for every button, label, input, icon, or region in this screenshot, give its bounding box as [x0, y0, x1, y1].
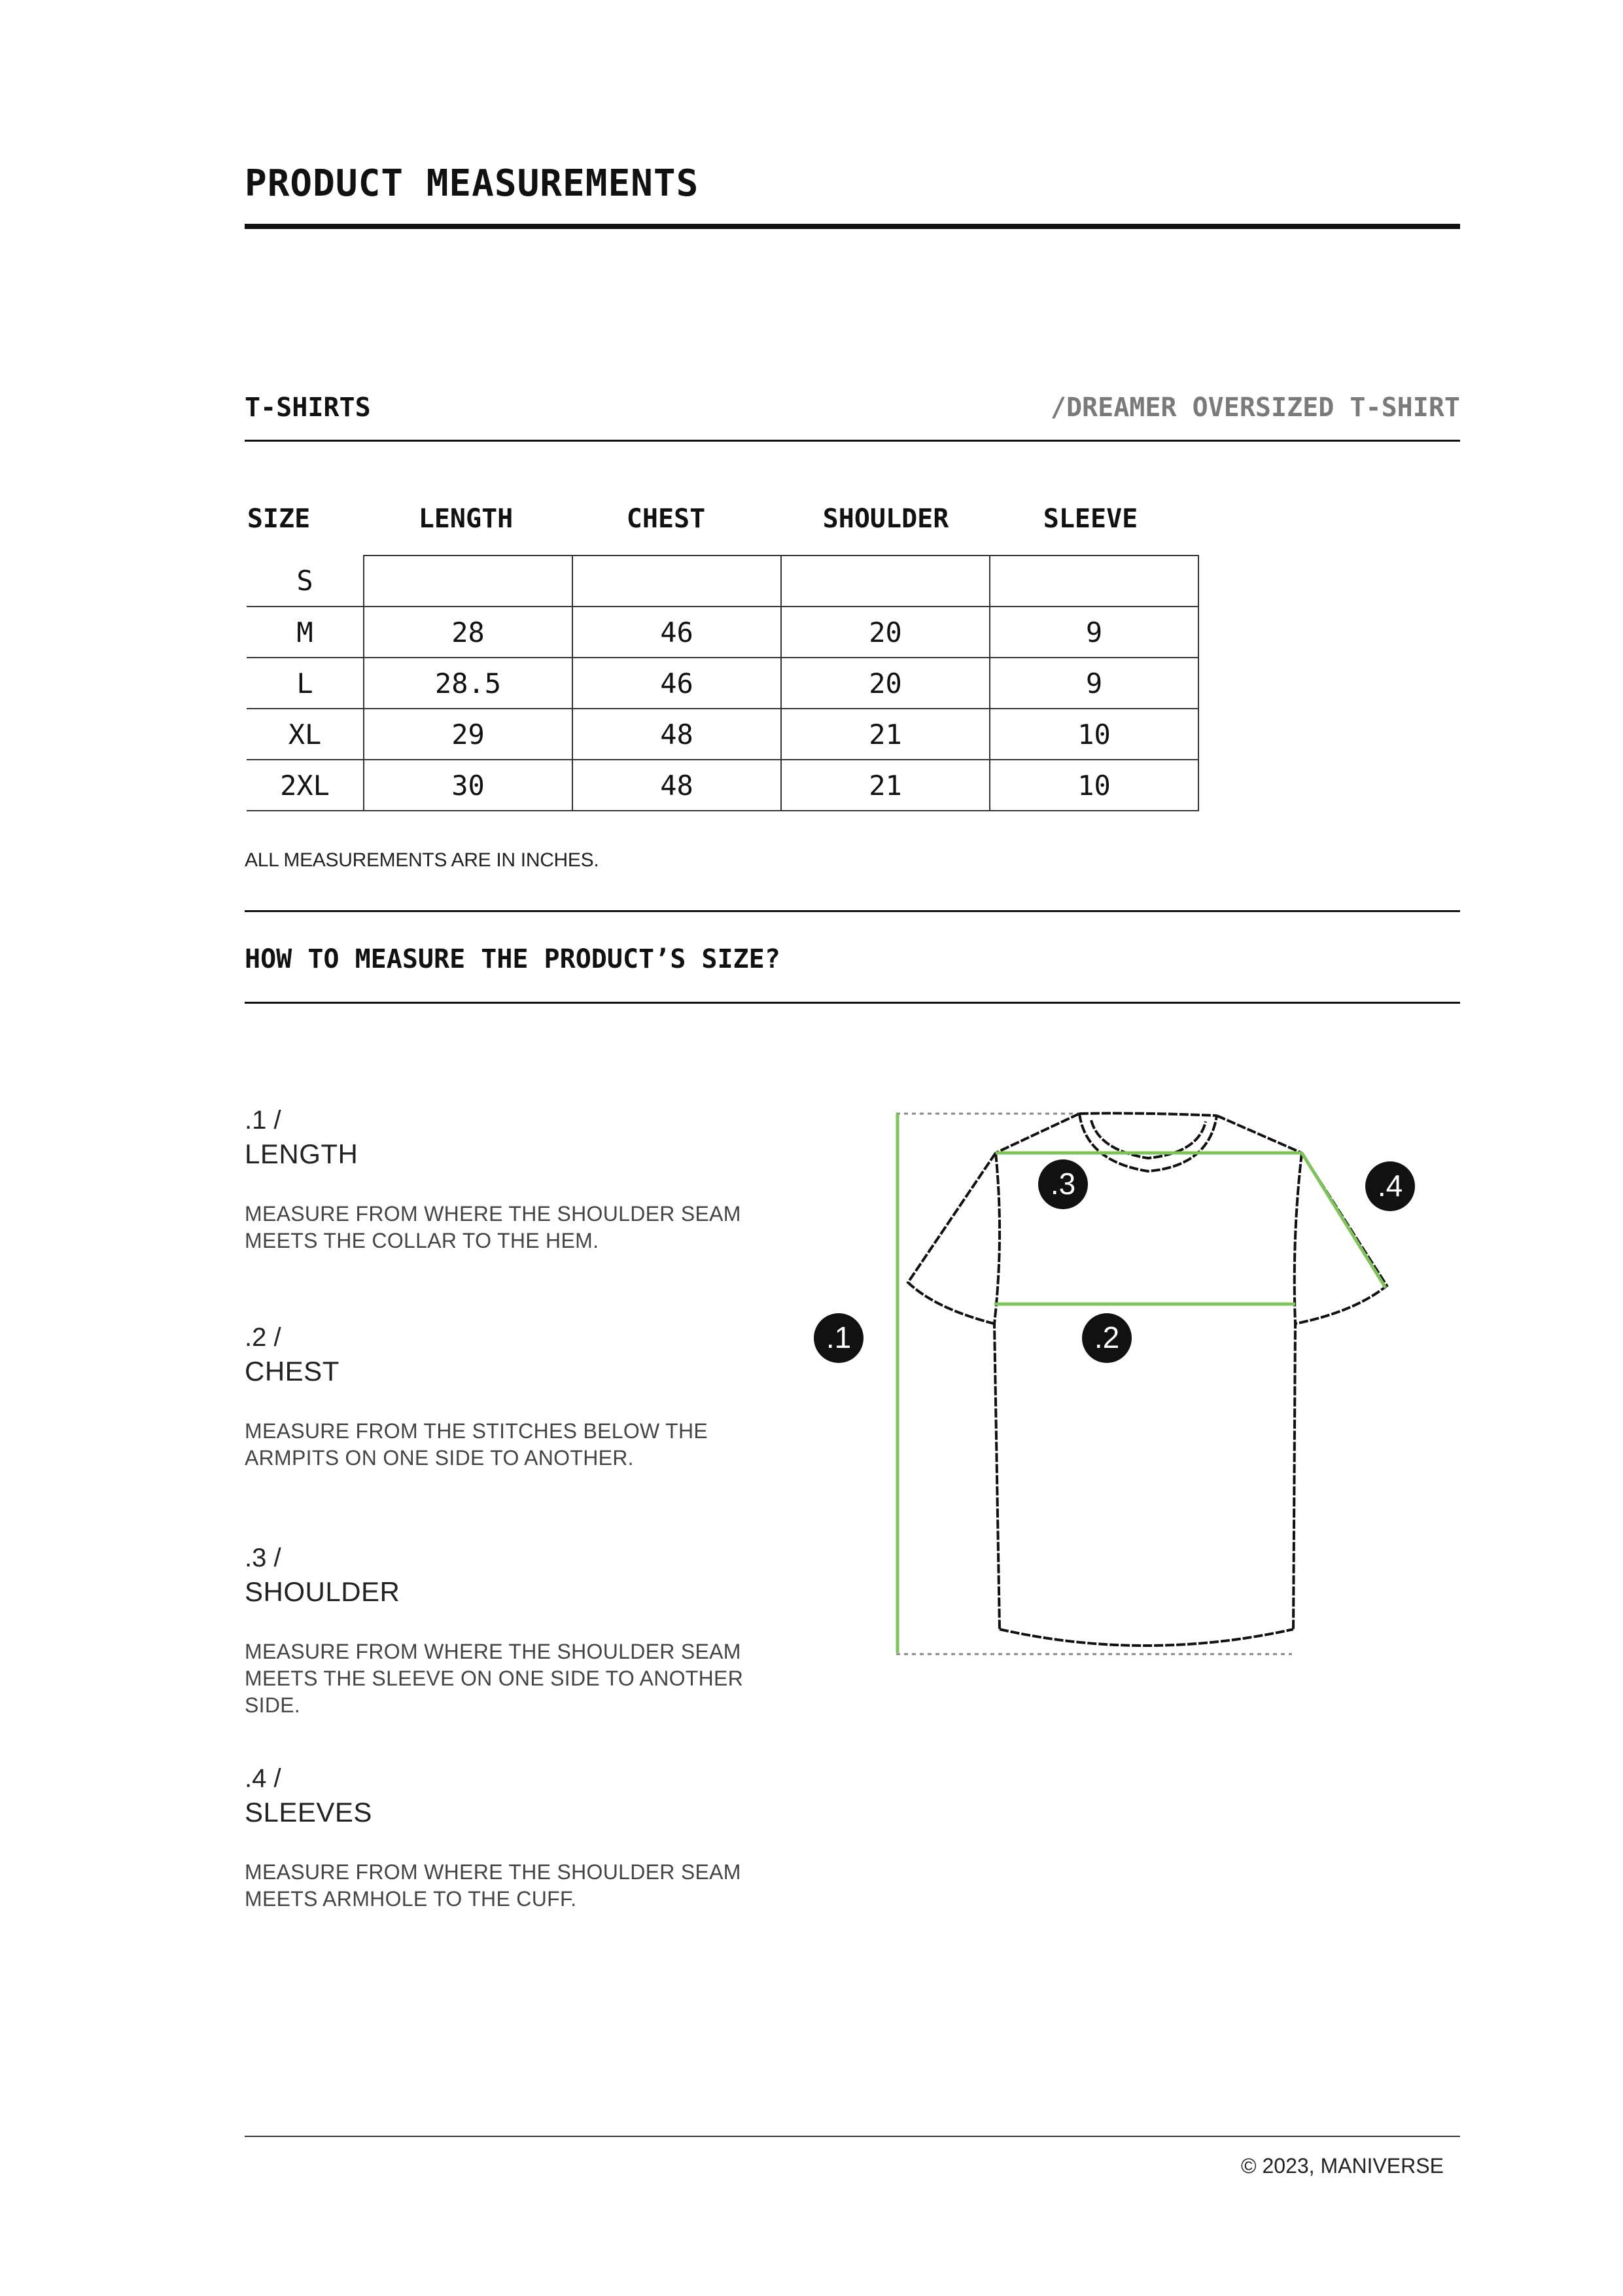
sleeve-cell: 10 [990, 709, 1198, 760]
size-chart-table [247, 555, 1199, 811]
table-row [247, 760, 1198, 811]
chest-cell [572, 556, 781, 607]
svg-text:.1: .1 [826, 1320, 852, 1354]
description-line: MEETS THE COLLAR TO THE HEM. [245, 1229, 599, 1252]
step-title-length: LENGTH [245, 1139, 358, 1169]
size-cell: S [247, 556, 364, 607]
step-number: .3 / [245, 1544, 281, 1572]
howto-divider-top [245, 910, 1460, 912]
chest-cell: 48 [572, 760, 781, 811]
svg-text:.4: .4 [1377, 1169, 1403, 1203]
step-description [245, 1638, 768, 1719]
shoulder-cell: 21 [781, 709, 990, 760]
length-cell: 28 [364, 607, 572, 658]
description-line: MEASURE FROM THE STITCHES BELOW THE [245, 1419, 708, 1443]
step-title-sleeves: SLEEVES [245, 1797, 372, 1828]
length-cell [364, 556, 572, 607]
column-header-chest: CHEST [626, 504, 706, 534]
marker-4 [1365, 1161, 1415, 1211]
length-cell: 30 [364, 760, 572, 811]
svg-text:.2: .2 [1094, 1320, 1120, 1354]
measurement-lines [898, 1114, 1386, 1653]
description-line: MEASURE FROM WHERE THE SHOULDER SEAM [245, 1202, 741, 1226]
shoulder-cell: 20 [781, 658, 990, 709]
table-row [247, 607, 1198, 658]
description-line: MEASURE FROM WHERE THE SHOULDER SEAM [245, 1640, 741, 1663]
tshirt-outline [908, 1113, 1387, 1646]
description-line: MEETS THE SLEEVE ON ONE SIDE TO ANOTHER [245, 1667, 744, 1690]
shoulder-cell: 21 [781, 760, 990, 811]
step-number: .2 / [245, 1323, 281, 1352]
page-title: PRODUCT MEASUREMENTS [245, 162, 699, 205]
size-cell: 2XL [247, 760, 364, 811]
category-label: T-SHIRTS [245, 393, 371, 423]
length-cell: 29 [364, 709, 572, 760]
step-number: .1 / [245, 1106, 281, 1135]
step-title-shoulder: SHOULDER [245, 1576, 400, 1607]
description-line: MEETS ARMHOLE TO THE CUFF. [245, 1887, 577, 1911]
size-cell: L [247, 658, 364, 709]
footer-divider [245, 2136, 1460, 2137]
sleeve-cell: 9 [990, 607, 1198, 658]
step-title-chest: CHEST [245, 1356, 340, 1386]
howto-divider-bottom [245, 1002, 1460, 1004]
chest-cell: 46 [572, 607, 781, 658]
section-divider [245, 440, 1460, 442]
step-number: .4 / [245, 1764, 281, 1793]
title-divider [245, 224, 1460, 229]
size-cell: M [247, 607, 364, 658]
svg-text:.3: .3 [1050, 1167, 1076, 1201]
description-line: SIDE. [245, 1693, 301, 1717]
column-header-length: LENGTH [418, 504, 514, 534]
chest-cell: 46 [572, 658, 781, 709]
sleeve-cell: 9 [990, 658, 1198, 709]
units-note: ALL MEASUREMENTS ARE IN INCHES. [245, 849, 599, 871]
table-row [247, 658, 1198, 709]
shoulder-cell: 20 [781, 607, 990, 658]
marker-1 [814, 1313, 864, 1363]
step-description [245, 1859, 768, 1913]
tshirt-measurement-diagram [785, 1086, 1439, 1675]
shoulder-cell [781, 556, 990, 607]
copyright-text: © 2023, MANIVERSE [1241, 2154, 1444, 2178]
product-name: /DREAMER OVERSIZED T-SHIRT [1050, 393, 1460, 423]
description-line: ARMPITS ON ONE SIDE TO ANOTHER. [245, 1446, 634, 1470]
step-description [245, 1418, 768, 1472]
length-cell: 28.5 [364, 658, 572, 709]
column-header-size: SIZE [247, 504, 311, 534]
column-header-shoulder: SHOULDER [822, 504, 949, 534]
marker-3 [1038, 1159, 1088, 1209]
table-row [247, 709, 1198, 760]
sleeve-cell: 10 [990, 760, 1198, 811]
length-guide-box [896, 1114, 1292, 1654]
marker-2 [1082, 1313, 1132, 1363]
column-header-sleeve: SLEEVE [1043, 504, 1138, 534]
chest-cell: 48 [572, 709, 781, 760]
sleeve-cell [990, 556, 1198, 607]
howto-title: HOW TO MEASURE THE PRODUCT’S SIZE? [245, 944, 780, 974]
step-description [245, 1201, 768, 1254]
size-cell: XL [247, 709, 364, 760]
table-row [247, 556, 1198, 607]
description-line: MEASURE FROM WHERE THE SHOULDER SEAM [245, 1860, 741, 1884]
